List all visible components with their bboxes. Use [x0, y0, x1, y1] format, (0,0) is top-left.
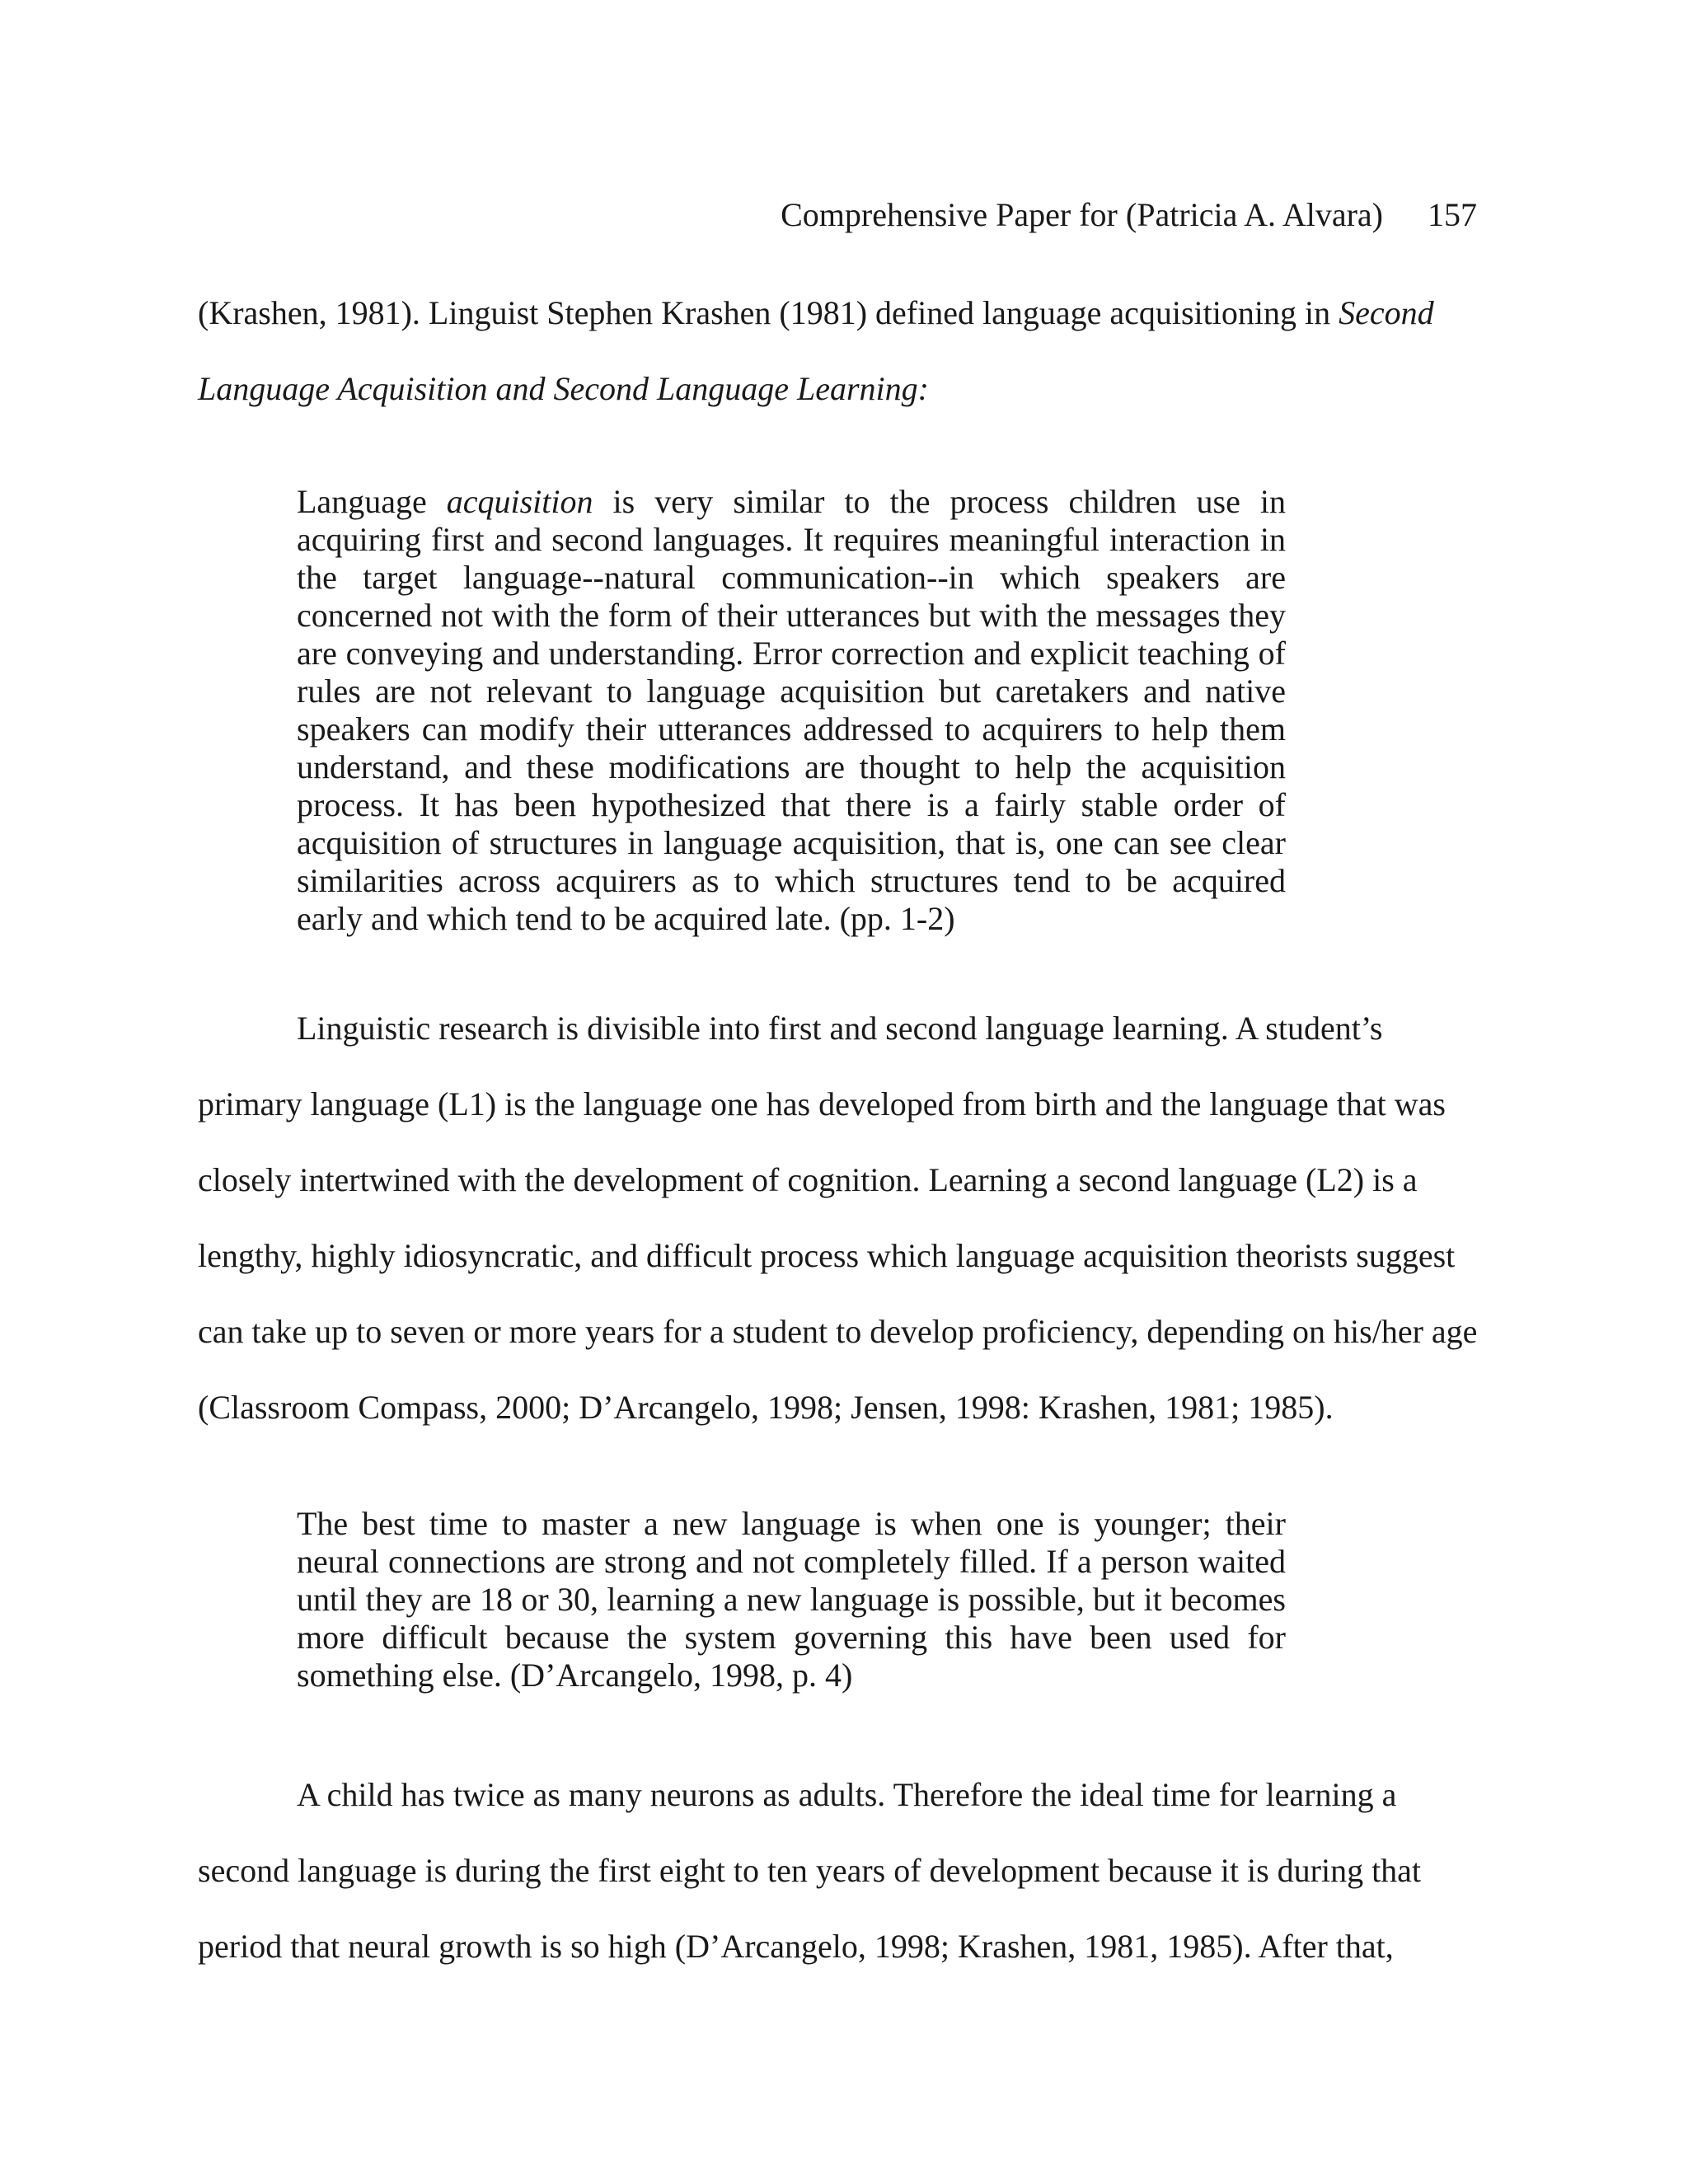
- child-neurons-paragraph: A child has twice as many neurons as adults. Therefore the ideal time for learning a second language is during the first eight to ten years of development because it is during that period that neural growth is so high (D’Arcangelo, 1998; Krashen, 1981, 1985). After that,: [198, 1776, 1422, 1965]
- running-head: [781, 194, 1477, 236]
- paragraph-linguistic-research: [198, 991, 1484, 1446]
- quote-1-lead: Language: [297, 483, 447, 520]
- linguistic-research-paragraph: Linguistic research is divisible into first and second language learning. A student’s primary language (L1) is the language one has developed from birth and the language that was closely intertwined with the development of cognition. Learning a second language (L2) is a lengthy, highly idiosyncratic, and difficult process which language acquisition theorists suggest can take up to seven or more years for a student to develop proficiency, depending on his/her age (Classroom Compass, 2000; D’Arcangelo, 1998; Jensen, 1998: Krashen, 1981; 1985).: [198, 1010, 1478, 1426]
- quote-1-italic-word: acquisition: [446, 483, 593, 520]
- paragraph-child-neurons: [198, 1757, 1484, 1985]
- quote-2-body: The best time to master a new language is when one is younger; their neural connections are strong and not completely filled. If a person waited until they are 18 or 30, learning a new language is possible, but it becomes more difficult because the system governing this have been used for something else. (D’Arcangelo, 1998, p. 4): [297, 1505, 1286, 1694]
- page-number: 157: [1428, 196, 1477, 233]
- paragraph-intro: [198, 275, 1484, 427]
- quote-1-body: is very similar to the process children use in acquiring first and second languages. It requires meaningful interaction in the target language--natural communication--in which speakers are concerned not with the form of their utterances but with the messages they are conveying and understanding. Error correction and explicit teaching of rules are not relevant to language acquisition but caretakers and native speakers can modify their utterances addressed to acquirers to help them understand, and these modifications are thought to help the acquisition process. It has been hypothesized that there is a fairly stable order of acquisition of structures in language acquisition, that is, one can see clear similarities across acquirers as to which structures tend to be acquired early and which tend to be acquired late. (pp. 1-2): [297, 483, 1286, 937]
- block-quote-krashen: [297, 483, 1286, 938]
- intro-text: (Krashen, 1981). Linguist Stephen Krashen (1981) defined language acquisitioning in: [198, 294, 1339, 331]
- running-title: Comprehensive Paper for (Patricia A. Alvara): [781, 196, 1383, 233]
- book-title: Second Language Acquisition and Second Language Learning:: [198, 294, 1434, 407]
- intro-paragraph: [198, 275, 1484, 427]
- block-quote-darcangelo: [297, 1505, 1286, 1694]
